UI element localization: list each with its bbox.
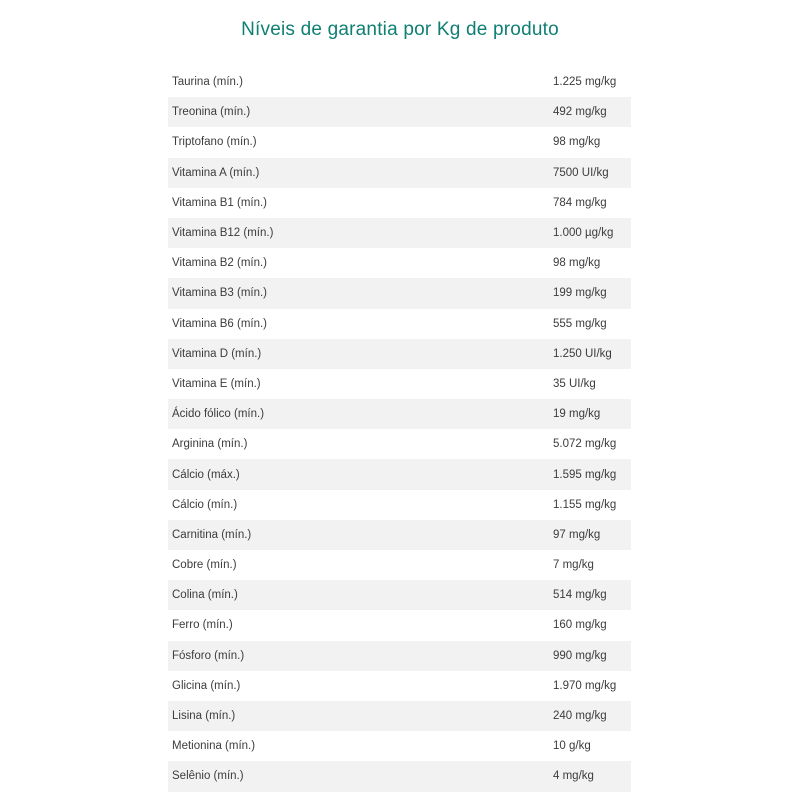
nutrient-value: 1.970 mg/kg: [553, 679, 617, 692]
table-row: [168, 127, 631, 157]
nutrient-name: Lisina (mín.): [172, 710, 236, 723]
nutrient-value: 555 mg/kg: [553, 317, 607, 330]
table-row: [168, 490, 631, 520]
nutrient-name: Carnitina (mín.): [172, 528, 252, 541]
nutrient-name: Vitamina B1 (mín.): [172, 196, 268, 209]
table-row: [168, 610, 631, 640]
table-row: [168, 459, 631, 489]
table-row: [168, 731, 631, 761]
table-row: [168, 158, 631, 188]
nutrient-value: 4 mg/kg: [553, 770, 594, 783]
table-row: [168, 218, 631, 248]
nutrient-value: 98 mg/kg: [553, 136, 601, 149]
nutrient-value: 990 mg/kg: [553, 649, 607, 662]
nutrient-value: 1.250 UI/kg: [553, 347, 612, 360]
nutrient-name: Vitamina B3 (mín.): [172, 287, 268, 300]
nutrient-value: 492 mg/kg: [553, 106, 607, 119]
nutrient-value: 199 mg/kg: [553, 287, 607, 300]
nutrient-name: Vitamina E (mín.): [172, 377, 261, 390]
nutrient-name: Triptofano (mín.): [172, 136, 257, 149]
nutrient-value: 98 mg/kg: [553, 257, 601, 270]
table-row: [168, 761, 631, 791]
nutrient-value: 240 mg/kg: [553, 710, 607, 723]
nutrient-value: 1.595 mg/kg: [553, 468, 617, 481]
nutrient-value: 784 mg/kg: [553, 196, 607, 209]
nutrient-value: 1.225 mg/kg: [553, 76, 617, 89]
nutrient-name: Colina (mín.): [172, 589, 238, 602]
nutrient-name: Glicina (mín.): [172, 679, 241, 692]
nutrient-value: 1.155 mg/kg: [553, 498, 617, 511]
table-row: [168, 97, 631, 127]
nutrient-name: Cobre (mín.): [172, 559, 237, 572]
nutrient-name: Vitamina A (mín.): [172, 166, 260, 179]
nutrient-name: Fósforo (mín.): [172, 649, 245, 662]
nutrient-name: Ferro (mín.): [172, 619, 233, 632]
table-row: [168, 339, 631, 369]
guarantee-table: [168, 67, 631, 792]
table-row: [168, 309, 631, 339]
table-row: [168, 188, 631, 218]
nutrient-name: Selênio (mín.): [172, 770, 244, 783]
nutrient-value: 514 mg/kg: [553, 589, 607, 602]
nutrient-name: Vitamina B2 (mín.): [172, 257, 268, 270]
nutrient-value: 10 g/kg: [553, 740, 591, 753]
nutrient-value: 7500 UI/kg: [553, 166, 609, 179]
table-row: [168, 550, 631, 580]
nutrient-name: Treonina (mín.): [172, 106, 251, 119]
table-row: [168, 580, 631, 610]
nutrient-name: Vitamina D (mín.): [172, 347, 262, 360]
table-row: [168, 429, 631, 459]
nutrient-value: 160 mg/kg: [553, 619, 607, 632]
table-row: [168, 399, 631, 429]
nutrient-name: Cálcio (máx.): [172, 468, 240, 481]
table-row: [168, 278, 631, 308]
nutrient-name: Vitamina B6 (mín.): [172, 317, 268, 330]
nutrient-value: 5.072 mg/kg: [553, 438, 617, 451]
table-row: [168, 671, 631, 701]
nutrient-value: 1.000 µg/kg: [553, 227, 614, 240]
table-row: [168, 369, 631, 399]
nutrient-value: 19 mg/kg: [553, 408, 601, 421]
table-row: [168, 520, 631, 550]
nutrient-value: 97 mg/kg: [553, 528, 601, 541]
nutrient-name: Vitamina B12 (mín.): [172, 227, 274, 240]
nutrient-name: Metionina (mín.): [172, 740, 256, 753]
nutrient-name: Ácido fólico (mín.): [172, 408, 265, 421]
table-row: [168, 641, 631, 671]
nutrient-name: Arginina (mín.): [172, 438, 248, 451]
table-row: [168, 67, 631, 97]
nutrient-value: 7 mg/kg: [553, 559, 594, 572]
nutrient-name: Cálcio (mín.): [172, 498, 238, 511]
nutrient-value: 35 UI/kg: [553, 377, 596, 390]
table-row: [168, 248, 631, 278]
table-row: [168, 701, 631, 731]
page-title: Níveis de garantia por Kg de produto: [241, 19, 559, 40]
nutrient-name: Taurina (mín.): [172, 76, 243, 89]
